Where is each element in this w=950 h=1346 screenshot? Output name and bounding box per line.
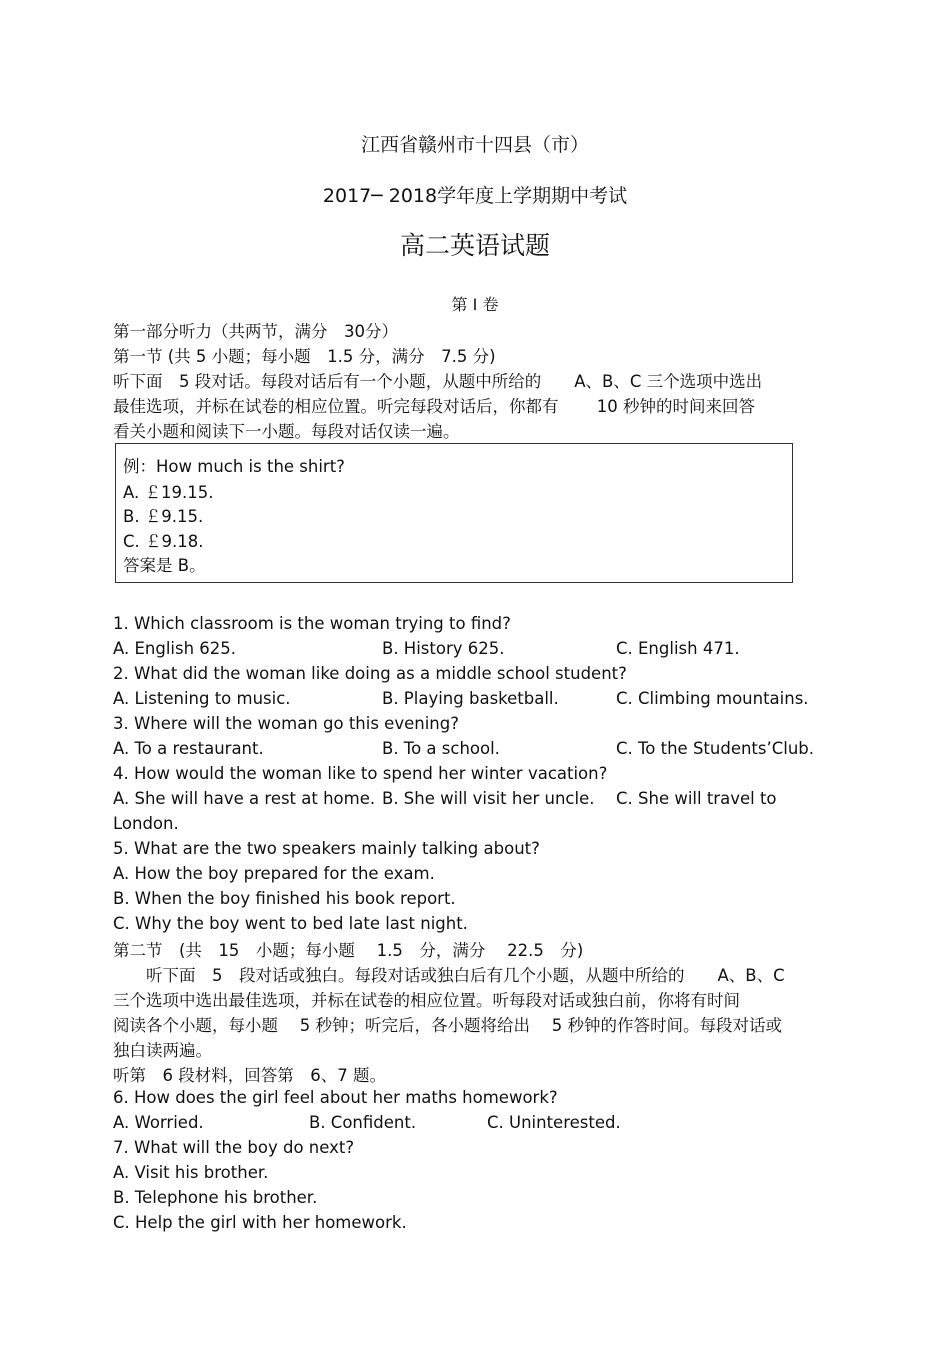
exam-region-title: 江西省赣州市十四县（市） — [360, 134, 589, 156]
volume-label: 第 I 卷 — [451, 295, 499, 314]
section2-instruction-1: 听下面 5 段对话或独白。每段对话或独白后有几个小题，从题中所给的 A、B、C — [113, 966, 785, 985]
question-4-option-b: B. She will visit her uncle. — [382, 789, 595, 808]
question-4-stem: 4. How would the woman like to spend her winter vacation? — [113, 764, 608, 783]
question-6-option-b: B. Confident. — [309, 1113, 417, 1132]
question-1-stem: 1. Which classroom is the woman trying to find? — [113, 614, 511, 633]
question-1-option-c: C. English 471. — [616, 639, 740, 658]
part1-title: 第一部分听力（共两节，满分 30分） — [113, 322, 398, 341]
question-5-stem: 5. What are the two speakers mainly talking about? — [113, 839, 540, 858]
example-option-a: A. ￡19.15. — [123, 483, 214, 502]
example-box — [115, 443, 793, 583]
question-4-option-c-continued: London. — [113, 814, 179, 833]
section1-instruction-1: 听下面 5 段对话。每段对话后有一个小题，从题中所给的 A、B、C 三个选项中选出 — [113, 372, 763, 391]
section1-title: 第一节 (共 5 小题；每小题 1.5 分，满分 7.5 分) — [113, 347, 496, 366]
question-2-option-a: A. Listening to music. — [113, 689, 291, 708]
question-3-stem: 3. Where will the woman go this evening? — [113, 714, 459, 733]
question-6-stem: 6. How does the girl feel about her maths homework? — [113, 1088, 558, 1107]
section2-instruction-2: 三个选项中选出最佳选项，并标在试卷的相应位置。听每段对话或独白前，你将有时间 — [113, 991, 740, 1010]
question-7-option-c: C. Help the girl with her homework. — [113, 1213, 407, 1232]
question-6-option-a: A. Worried. — [113, 1113, 204, 1132]
question-4-option-a: A. She will have a rest at home. — [113, 789, 376, 808]
question-3-option-c: C. To the Students’Club. — [616, 739, 815, 758]
section1-instruction-2: 最佳选项，并标在试卷的相应位置。听完每段对话后，你都有 10 秒钟的时间来回答 — [113, 397, 755, 416]
question-3-option-b: B. To a school. — [382, 739, 500, 758]
question-5-option-a: A. How the boy prepared for the exam. — [113, 864, 435, 883]
exam-term-title: 2017─ 2018学年度上学期期中考试 — [322, 185, 628, 207]
exam-subject-title: 高二英语试题 — [399, 231, 550, 260]
question-3-option-a: A. To a restaurant. — [113, 739, 264, 758]
question-6-option-c: C. Uninterested. — [487, 1113, 621, 1132]
example-option-b: B. ￡9.15. — [123, 507, 204, 526]
section2-title: 第二节 (共 15 小题；每小题 1.5 分，满分 22.5 分) — [113, 941, 584, 960]
question-5-option-b: B. When the boy finished his book report. — [113, 889, 456, 908]
section1-instruction-3: 看关小题和阅读下一小题。每段对话仅读一遍。 — [113, 422, 460, 441]
question-7-stem: 7. What will the boy do next? — [113, 1138, 355, 1157]
section2-instruction-4: 独白读两遍。 — [113, 1041, 212, 1060]
question-7-option-b: B. Telephone his brother. — [113, 1188, 318, 1207]
question-2-stem: 2. What did the woman like doing as a middle school student? — [113, 664, 627, 683]
question-4-option-c: C. She will travel to — [616, 789, 777, 808]
question-2-option-b: B. Playing basketball. — [382, 689, 559, 708]
section2-instruction-3: 阅读各个小题，每小题 5 秒钟；听完后，各小题将给出 5 秒钟的作答时间。每段对话或 — [113, 1016, 782, 1035]
question-5-option-c: C. Why the boy went to bed late last night. — [113, 914, 468, 933]
example-option-c: C. ￡9.18. — [123, 532, 204, 551]
question-2-option-c: C. Climbing mountains. — [616, 689, 809, 708]
example-answer: 答案是 B。 — [123, 556, 206, 575]
question-1-option-b: B. History 625. — [382, 639, 505, 658]
question-7-option-a: A. Visit his brother. — [113, 1163, 269, 1182]
section2-material-6: 听第 6 段材料，回答第 6、7 题。 — [113, 1066, 386, 1085]
example-question: 例：How much is the shirt? — [123, 457, 345, 476]
question-1-option-a: A. English 625. — [113, 639, 237, 658]
